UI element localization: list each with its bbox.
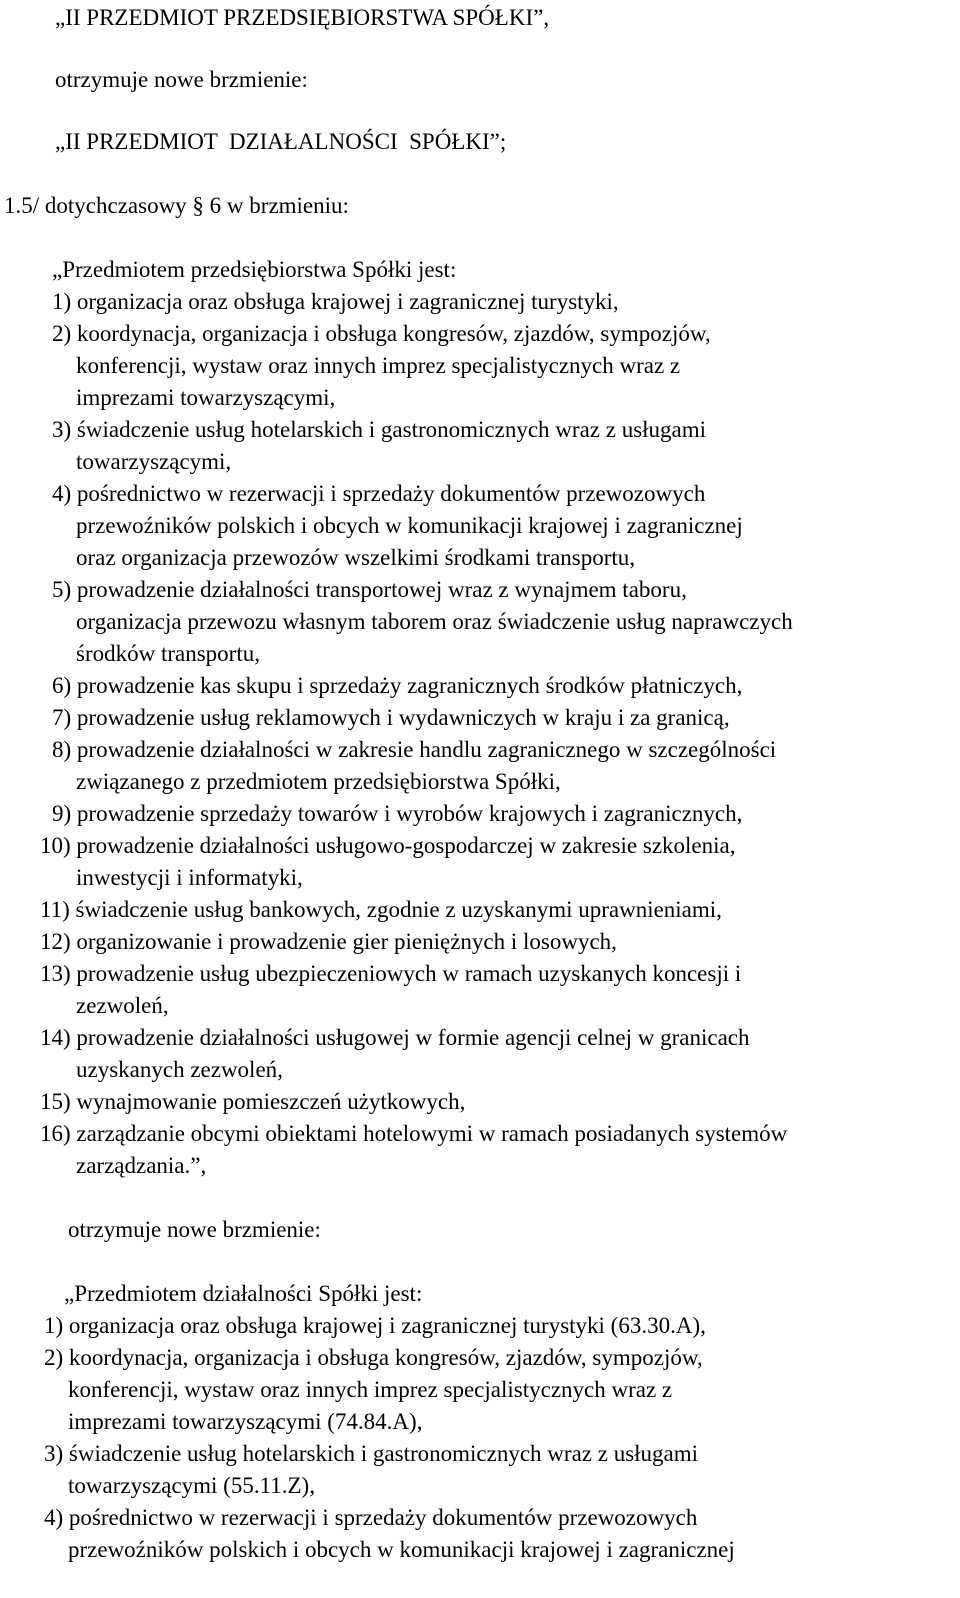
list-item: 4) pośrednictwo w rezerwacji i sprzedaży dokumentów przewozowych <box>44 1505 698 1530</box>
text-line: otrzymuje nowe brzmienie: <box>68 1217 321 1242</box>
paragraph-heading: 1.5/ dotychczasowy § 6 w brzmieniu: <box>4 193 349 218</box>
list-item-continued: inwestycji i informatyki, <box>76 865 303 890</box>
list-item: 15) wynajmowanie pomieszczeń użytkowych, <box>40 1089 466 1114</box>
list-item: 11) świadczenie usług bankowych, zgodnie z uzyskanymi uprawnieniami, <box>40 897 722 922</box>
list-item-continued: imprezami towarzyszącymi, <box>76 385 336 410</box>
list-item-continued: uzyskanych zezwoleń, <box>76 1057 283 1082</box>
list-item: 3) świadczenie usług hotelarskich i gastronomicznych wraz z usługami <box>44 1441 699 1466</box>
list-item-continued: oraz organizacja przewozów wszelkimi środkami transportu, <box>76 545 636 570</box>
list-item-continued: związanego z przedmiotem przedsiębiorstwa Spółki, <box>76 769 561 794</box>
list-item: 14) prowadzenie działalności usługowej w formie agencji celnej w granicach <box>40 1025 750 1050</box>
list-item: 8) prowadzenie działalności w zakresie handlu zagranicznego w szczególności <box>52 737 777 762</box>
list-item: 10) prowadzenie działalności usługowo-gospodarczej w zakresie szkolenia, <box>40 833 736 858</box>
list-item: 12) organizowanie i prowadzenie gier pieniężnych i losowych, <box>40 929 617 954</box>
list-item-continued: zezwoleń, <box>76 993 169 1018</box>
text-line: otrzymuje nowe brzmienie: <box>55 67 308 92</box>
list-item: 7) prowadzenie usług reklamowych i wydawniczych w kraju i za granicą, <box>52 705 730 730</box>
list-item: 1) organizacja oraz obsługa krajowej i zagranicznej turystyki (63.30.A), <box>44 1313 706 1338</box>
heading-old-title: „II PRZEDMIOT PRZEDSIĘBIORSTWA SPÓŁKI”, <box>55 5 550 30</box>
list-item: 13) prowadzenie usług ubezpieczeniowych w ramach uzyskanych koncesji i <box>40 961 742 986</box>
list-intro: „Przedmiotem przedsiębiorstwa Spółki jest: <box>52 257 457 282</box>
list-item-continued: organizacja przewozu własnym taborem oraz świadczenie usług naprawczych <box>76 609 793 634</box>
list-item: 2) koordynacja, organizacja i obsługa kongresów, zjazdów, sympozjów, <box>52 321 711 346</box>
list-item: 6) prowadzenie kas skupu i sprzedaży zagranicznych środków płatniczych, <box>52 673 743 698</box>
list-item: 2) koordynacja, organizacja i obsługa kongresów, zjazdów, sympozjów, <box>44 1345 703 1370</box>
list-intro: „Przedmiotem działalności Spółki jest: <box>64 1281 423 1306</box>
list-item-continued: towarzyszącymi (55.11.Z), <box>68 1473 315 1498</box>
list-item-continued: środków transportu, <box>76 641 260 666</box>
list-item: 5) prowadzenie działalności transportowej wraz z wynajmem taboru, <box>52 577 687 602</box>
list-item-continued: imprezami towarzyszącymi (74.84.A), <box>68 1409 423 1434</box>
list-item-continued: konferencji, wystaw oraz innych imprez specjalistycznych wraz z <box>68 1377 673 1402</box>
list-item: 4) pośrednictwo w rezerwacji i sprzedaży dokumentów przewozowych <box>52 481 706 506</box>
heading-new-title: „II PRZEDMIOT DZIAŁALNOŚCI SPÓŁKI”; <box>55 129 507 154</box>
list-item: 16) zarządzanie obcymi obiektami hotelowymi w ramach posiadanych systemów <box>40 1121 788 1146</box>
list-item-continued: przewoźników polskich i obcych w komunikacji krajowej i zagranicznej <box>68 1537 735 1562</box>
list-item: 1) organizacja oraz obsługa krajowej i zagranicznej turystyki, <box>52 289 619 314</box>
list-item-continued: konferencji, wystaw oraz innych imprez specjalistycznych wraz z <box>76 353 681 378</box>
list-item-continued: towarzyszącymi, <box>76 449 232 474</box>
list-item: 3) świadczenie usług hotelarskich i gastronomicznych wraz z usługami <box>52 417 707 442</box>
list-item-continued: zarządzania.”, <box>76 1153 207 1178</box>
list-item: 9) prowadzenie sprzedaży towarów i wyrobów krajowych i zagranicznych, <box>52 801 743 826</box>
list-item-continued: przewoźników polskich i obcych w komunikacji krajowej i zagranicznej <box>76 513 743 538</box>
